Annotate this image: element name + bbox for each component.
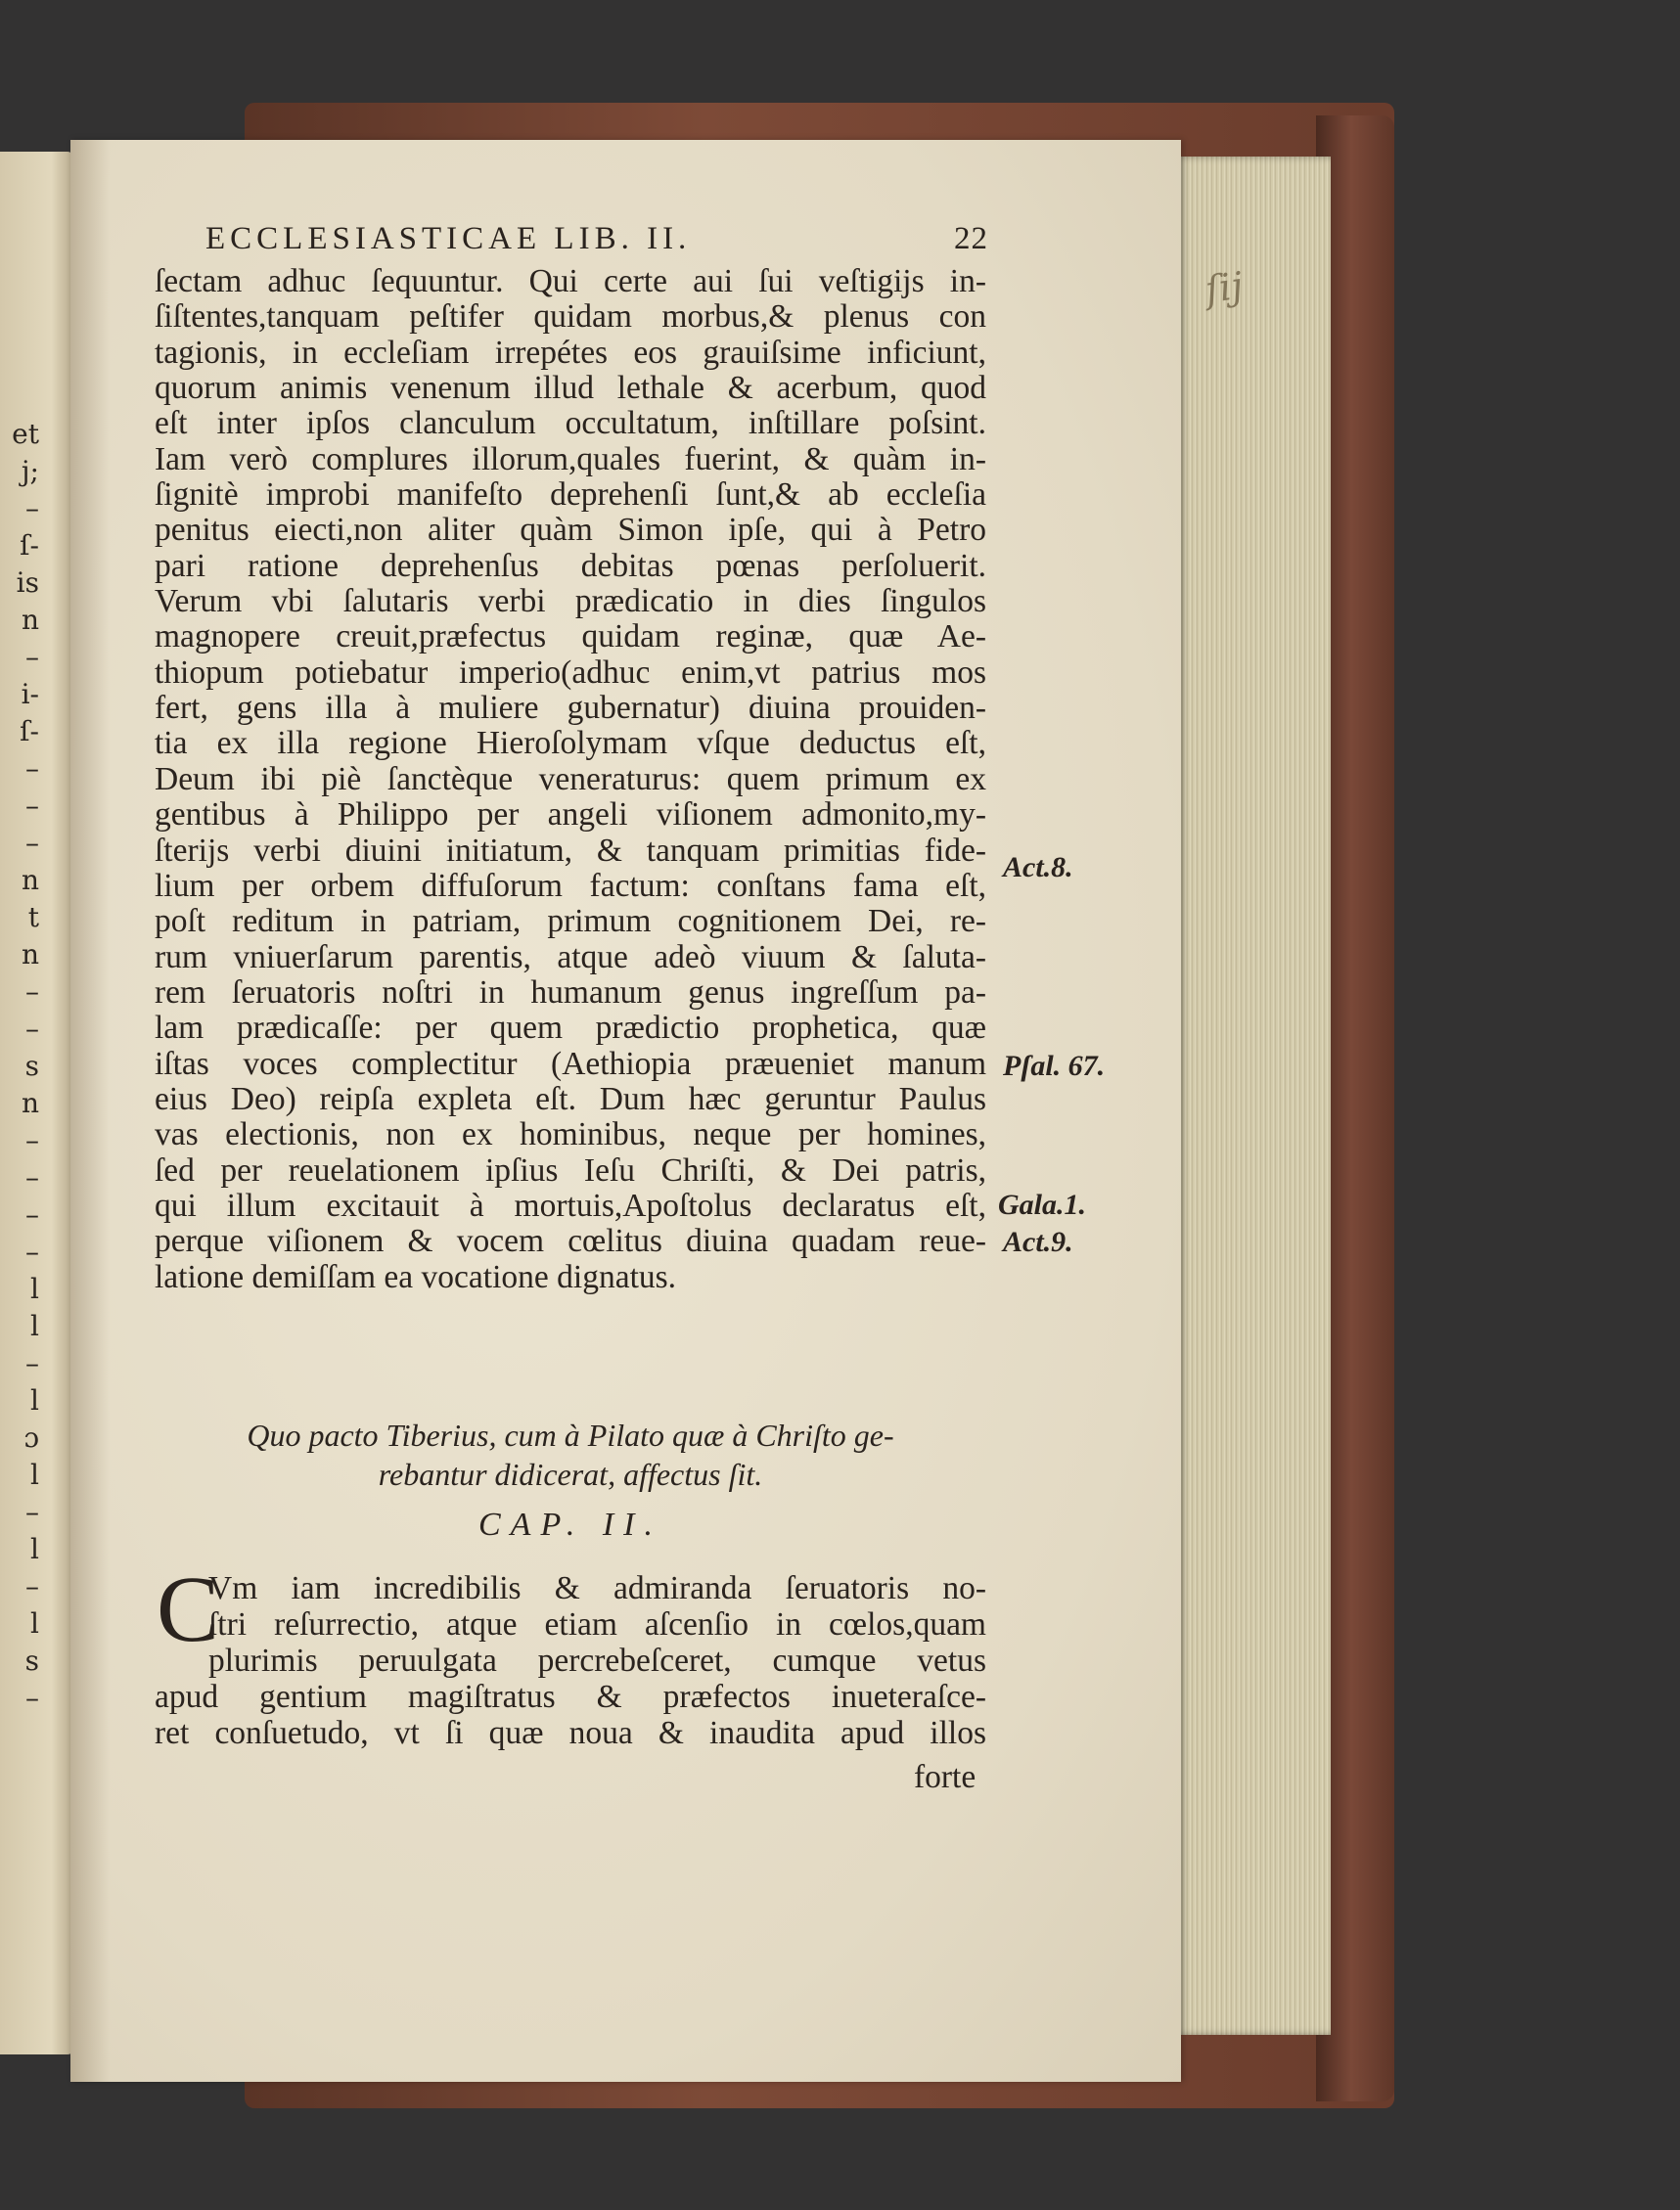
left-fragment: n (21, 604, 39, 636)
text-line: vas electionis, non ex hominibus, neque per homines, (155, 1116, 986, 1153)
left-fragment: l (30, 1607, 39, 1640)
chapter-heading (155, 1416, 986, 1494)
left-fragment: – (25, 752, 39, 785)
text-line: ſiſtentes,tanquam peſtifer quidam morbus,& plenus con (155, 298, 986, 336)
left-fragment: – (25, 1124, 39, 1156)
text-line: ſectam adhuc ſequuntur. Qui certe aui ſui veſtigijs in- (155, 263, 986, 299)
text-line: perque viſionem & vocem cœlitus diuina quadam reue- (155, 1223, 986, 1260)
text-line: ſed per reuelationem ipſius Ieſu Chriſti, & Dei patris, (155, 1151, 986, 1189)
left-fragment: is (16, 566, 39, 599)
text-line: tia ex illa regione Hieroſolymam vſque deductus eſt, (155, 725, 986, 762)
left-fragment: ɔ (23, 1421, 39, 1454)
left-fragment: – (25, 789, 39, 822)
text-line: Deum ibi piè ſanctèque veneraturus: quem primum ex (155, 760, 986, 797)
left-fragment: – (25, 1682, 39, 1714)
marginal-note: Pſal. 67. (1003, 1050, 1106, 1082)
text-line: magnopere creuit,præfectus quidam reginæ, quæ Ae- (155, 618, 986, 655)
left-fragment: – (25, 1161, 39, 1194)
text-line: poſt reditum in patriam, primum cognitionem Dei, re- (155, 903, 986, 940)
running-header (205, 221, 988, 257)
text-line: quorum animis venenum illud lethale & acerbum, quod (155, 370, 986, 407)
text-line: eſt inter ipſos clanculum occultatum, inſtillare poſsint. (155, 405, 986, 442)
text-line: ret conſuetudo, vt ſi quæ noua & inaudita apud illos (155, 1715, 986, 1751)
text-line: tagionis, in eccleſiam irrepétes eos grauiſsime inficiunt, (155, 334, 986, 371)
marginal-note: Act.9. (1003, 1226, 1073, 1258)
left-fragment: l (30, 1273, 39, 1305)
left-fragment: – (25, 1198, 39, 1231)
text-line: latione demiſſam ea vocatione dignatus. (155, 1258, 677, 1295)
chapter-heading-line: Quo pacto Tiberius, cum à Pilato quæ à Chriſto ge- (247, 1418, 894, 1453)
page-edges (1174, 157, 1331, 2035)
text-line: penitus eiecti,non aliter quàm Simon ipſe, qui à Petro (155, 512, 986, 549)
chapter-heading-line: rebantur didicerat, affectus ſit. (378, 1457, 763, 1492)
text-line: lam prædicaſſe: per quem prædictio prophetica, quæ (155, 1010, 986, 1047)
left-fragment: et (12, 418, 39, 450)
text-line: Vm iam incredibilis & admiranda ſeruatoris no- (208, 1570, 986, 1606)
left-fragment: n (21, 1087, 39, 1119)
text-line: thiopum potiebatur imperio(adhuc enim,vt patrius mos (155, 654, 986, 691)
chapter-number: CAP. II. (478, 1507, 662, 1543)
text-line: ſignitè improbi manifeſto deprehenſi ſunt,& ab eccleſia (155, 476, 986, 514)
left-fragment: j; (21, 455, 39, 487)
text-line: pari ratione deprehenſus debitas pœnas perſoluerit. (155, 547, 986, 584)
gutter-shadow (70, 140, 110, 2082)
left-fragment: l (30, 1310, 39, 1342)
left-fragment: ſ- (20, 529, 39, 562)
left-fragment: l (30, 1459, 39, 1491)
text-line: qui illum excitauit à mortuis,Apoſtolus declaratus eſt, (155, 1187, 986, 1224)
drop-capital: C (157, 1556, 220, 1661)
left-page-fragment (0, 152, 73, 2054)
left-fragment: – (25, 1496, 39, 1528)
main-text-block (155, 264, 986, 1295)
left-fragment: – (25, 1013, 39, 1045)
left-fragment: – (25, 1570, 39, 1602)
text-line: ſterijs verbi diuini initiatum, & tanquam primitias fide- (155, 832, 986, 869)
folio-number: 22 (954, 221, 988, 256)
marginal-note: Gala.1. (998, 1189, 1086, 1221)
left-fragment: i- (21, 678, 39, 710)
left-fragment: l (30, 1384, 39, 1417)
fore-edge-annotation: ſij (1203, 263, 1246, 312)
text-line: plurimis peruulgata percrebeſceret, cumque vetus (208, 1643, 986, 1679)
left-page-text-fragments (0, 416, 39, 1717)
left-fragment: – (25, 641, 39, 673)
chapter-text-block (155, 1570, 986, 1751)
text-line: apud gentium magiſtratus & præfectos inueteraſce- (155, 1679, 986, 1715)
left-fragment: s (24, 1645, 39, 1677)
left-fragment: – (25, 827, 39, 859)
marginal-note: Act.8. (1003, 851, 1073, 883)
text-line: iſtas voces complectitur (Aethiopia præueniet manum (155, 1045, 986, 1082)
text-line: fert, gens illa à muliere gubernatur) diuina prouiden- (155, 690, 986, 727)
text-line: Iam verò complures illorum,quales fuerint, & quàm in- (155, 440, 986, 477)
text-line: Verum vbi ſalutaris verbi prædicatio in dies ſingulos (155, 583, 986, 620)
text-line: rum vniuerſarum parentis, atque adeò viuum & ſaluta- (155, 938, 986, 975)
text-line: lium per orbem diffuſorum factum: conſtans fama eſt, (155, 867, 986, 904)
left-fragment: – (25, 1347, 39, 1379)
running-title: ECCLESIASTICAE LIB. II. (205, 221, 692, 256)
left-fragment: – (25, 492, 39, 524)
left-fragment: t (27, 901, 39, 933)
left-fragment: l (30, 1533, 39, 1565)
catchword: forte (914, 1759, 976, 1795)
left-fragment: s (24, 1050, 39, 1082)
left-fragment: n (21, 938, 39, 970)
text-line: gentibus à Philippo per angeli viſionem admonito,my- (155, 796, 986, 834)
left-fragment: n (21, 864, 39, 896)
left-fragment: – (25, 1236, 39, 1268)
left-fragment: – (25, 975, 39, 1008)
text-line: eius Deo) reipſa expleta eſt. Dum hæc geruntur Paulus (155, 1080, 986, 1117)
left-fragment: ſ- (20, 715, 39, 747)
text-line: ſtri reſurrectio, atque etiam aſcenſio in cœlos,quam (208, 1606, 986, 1643)
text-line: rem ſeruatoris noſtri in humanum genus ingreſſum pa- (155, 973, 986, 1011)
